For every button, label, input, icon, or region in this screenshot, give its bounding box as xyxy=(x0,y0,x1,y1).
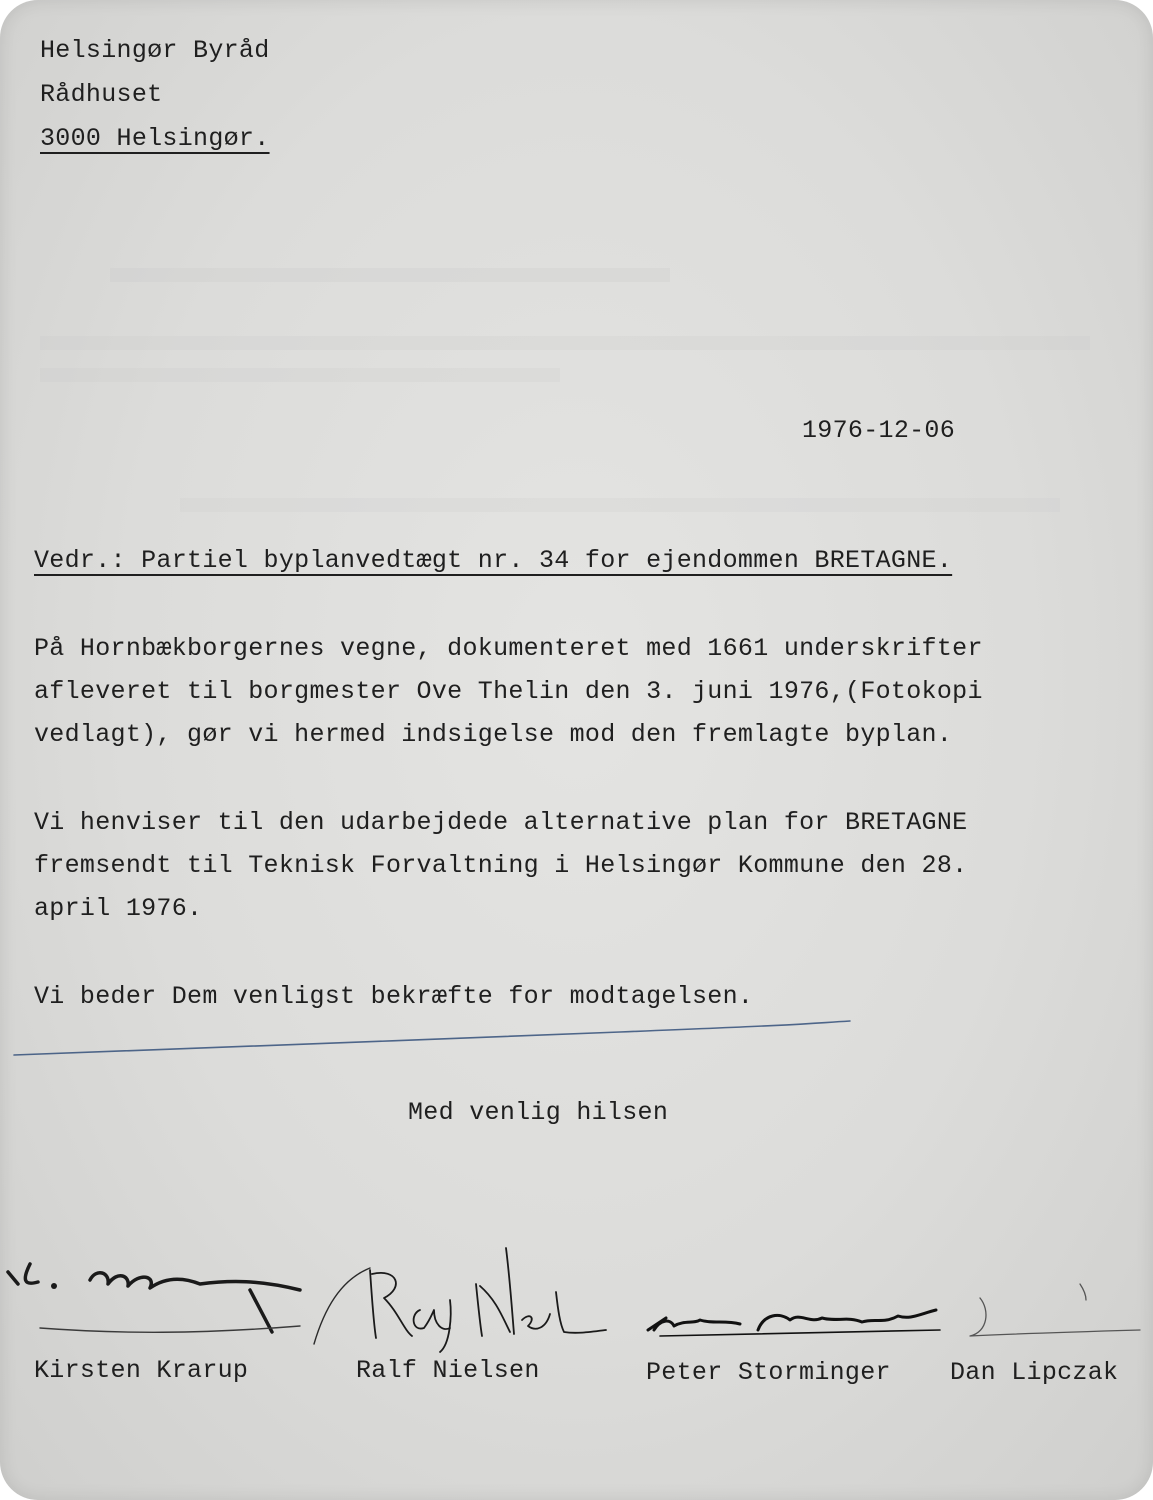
closing-salutation: Med venlig hilsen xyxy=(408,1098,669,1127)
paragraph-2-line: fremsendt til Teknisk Forvaltning i Helsingør Kommune den 28. xyxy=(34,851,968,880)
letter-date: 1976-12-06 xyxy=(802,416,956,445)
paragraph-2-line: Vi henviser til den udarbejdede alternative plan for BRETAGNE xyxy=(34,808,968,837)
signatory-name: Kirsten Krarup xyxy=(34,1356,249,1385)
signature-dan-lipczak xyxy=(950,1270,1150,1360)
signatory-name: Peter Storminger xyxy=(646,1358,891,1387)
paragraph-1-line: vedlagt), gør vi hermed indsigelse mod den fremlagte byplan. xyxy=(34,720,953,749)
paragraph-2-line: april 1976. xyxy=(34,894,203,923)
signature-peter-storminger xyxy=(640,1290,960,1360)
signatory-name: Dan Lipczak xyxy=(950,1358,1119,1387)
letter-subject: Vedr.: Partiel byplanvedtægt nr. 34 for ejendommen BRETAGNE. xyxy=(34,546,953,575)
signature-kirsten-krarup xyxy=(0,1250,330,1360)
recipient-building: Rådhuset xyxy=(40,80,163,109)
paragraph-1-line: På Hornbækborgernes vegne, dokumenteret med 1661 underskrifter xyxy=(34,634,983,663)
paragraph-3-line: Vi beder Dem venligst bekræfte for modtagelsen. xyxy=(34,982,754,1011)
recipient-name: Helsingør Byråd xyxy=(40,36,270,65)
recipient-city: 3000 Helsingør. xyxy=(40,124,270,153)
signatory-name: Ralf Nielsen xyxy=(356,1356,540,1385)
signature-ralf-nielsen xyxy=(300,1240,620,1360)
paragraph-1-line: afleveret til borgmester Ove Thelin den 3. juni 1976,(Fotokopi xyxy=(34,677,983,706)
